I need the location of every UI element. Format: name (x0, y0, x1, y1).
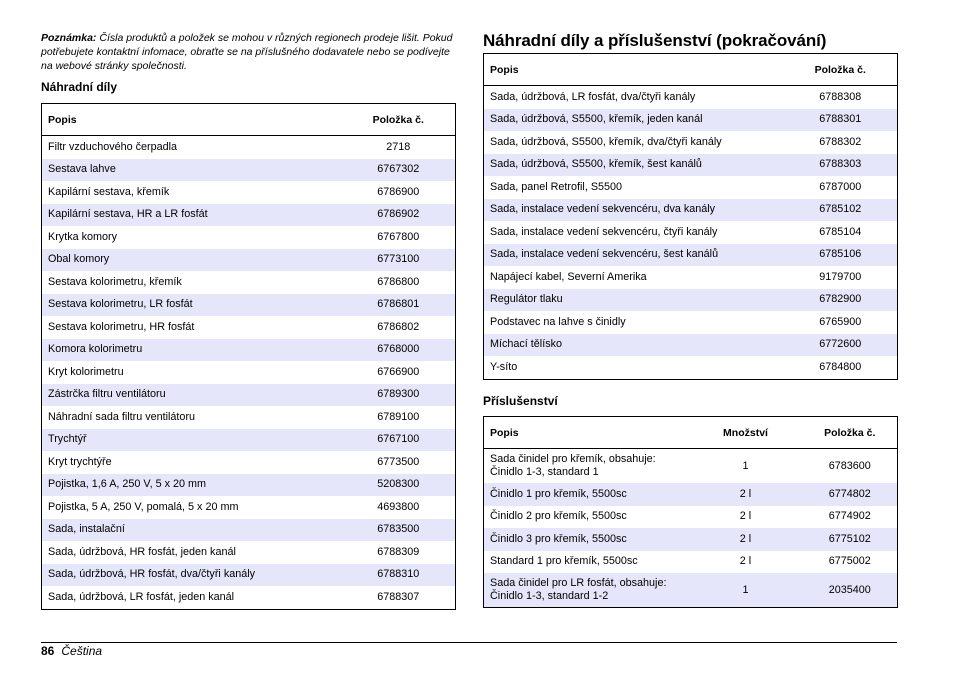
cell-item-number: 6767800 (377, 230, 420, 243)
table-row (42, 541, 456, 564)
cell-description: Činidlo 1 pro křemík, 5500sc (484, 483, 689, 506)
cell-description: Sestava lahve (42, 159, 342, 182)
spare-parts-heading: Náhradní díly (41, 80, 118, 94)
table-row (42, 519, 456, 542)
table-row (484, 289, 898, 312)
cell-description: Sada, údržbová, S5500, křemík, šest kanálů (484, 154, 784, 177)
cell-description: Sada, instalační (42, 519, 342, 542)
table-row (484, 573, 898, 608)
table-row (42, 361, 456, 384)
cell-description: Sada, instalace vedení sekvencéru, šest kanálů (484, 244, 784, 267)
table-row (484, 449, 898, 484)
table-row (42, 159, 456, 182)
note-text: Čísla produktů a položek se mohou v různých regionech prodeje lišit. Pokud potřebujete kontaktní infomace, obraťte se na příslušného dodavatele nebo se podívejte na webové stránky společnosti. (41, 32, 453, 72)
cell-item-number: 6766900 (377, 365, 420, 378)
table-row (484, 176, 898, 199)
table-row (484, 86, 898, 109)
cell-description: Standard 1 pro křemík, 5500sc (490, 555, 638, 568)
table-row (42, 429, 456, 452)
page-title: Náhradní díly a příslušenství (pokračování) (483, 31, 827, 50)
cell-description: Sestava kolorimetru, křemík (48, 275, 182, 288)
header-quantity: Množství (689, 417, 803, 449)
cell-item-number: 4693800 (377, 500, 420, 513)
cell-item-number: 6786801 (342, 294, 456, 317)
table-row (484, 334, 898, 357)
cell-item-number: 6773100 (342, 249, 456, 272)
cell-description: Sada, údržbová, LR fosfát, jeden kanál (48, 590, 235, 603)
table-row (484, 528, 898, 551)
cell-item-number: 2035400 (803, 573, 898, 608)
cell-item-number: 6767100 (342, 429, 456, 452)
cell-quantity: 2 l (689, 528, 803, 551)
cell-item-number: 6765900 (819, 315, 862, 328)
cell-item-number: 6787000 (819, 180, 862, 193)
continued-parts-table (483, 53, 898, 380)
table-row (484, 266, 898, 289)
cell-description: Činidlo 2 pro křemík, 5500sc (490, 510, 627, 523)
spare-parts-rows (42, 136, 456, 610)
cell-description: Sada, instalace vedení sekvencéru, čtyři kanály (490, 225, 718, 238)
table-row (484, 356, 898, 379)
cell-item-number: 6786900 (377, 185, 420, 198)
table-row (42, 339, 456, 362)
cell-item-number: 6788302 (819, 135, 862, 148)
cell-description: Kapilární sestava, křemík (48, 185, 170, 198)
cell-item-number: 5208300 (342, 474, 456, 497)
cell-item-number: 6788309 (377, 545, 420, 558)
cell-item-number: 6783500 (342, 519, 456, 542)
cell-description: Náhradní sada filtru ventilátoru (48, 410, 196, 423)
accessories-rows (484, 449, 898, 608)
table-row (484, 221, 898, 244)
cell-description: Kryt kolorimetru (48, 365, 124, 378)
cell-description: Pojistka, 5 A, 250 V, pomalá, 5 x 20 mm (48, 500, 239, 513)
cell-description: Regulátor tlaku (484, 289, 784, 312)
cell-item-number: 6789100 (377, 410, 420, 423)
cell-description: Zástrčka filtru ventilátoru (42, 384, 342, 407)
cell-item-number: 6774902 (828, 510, 871, 523)
table-row (42, 384, 456, 407)
table-row (42, 406, 456, 429)
cell-description: Sada, instalace vedení sekvencéru, dva kanály (484, 199, 784, 222)
table-row (42, 451, 456, 474)
cell-item-number: 6772600 (784, 334, 898, 357)
cell-item-number: 6785106 (784, 244, 898, 267)
table-row (484, 244, 898, 267)
table-row (42, 249, 456, 272)
table-row (484, 506, 898, 529)
footer-divider (41, 642, 897, 643)
cell-description: Filtr vzduchového čerpadla (48, 140, 178, 153)
header-description: Popis (484, 417, 689, 449)
table-row (484, 551, 898, 574)
table-row (42, 586, 456, 609)
table-row (484, 199, 898, 222)
table-header-row (484, 54, 898, 86)
table-header-row (42, 104, 456, 136)
cell-item-number: 6788301 (784, 109, 898, 132)
cell-quantity: 1 (742, 459, 749, 472)
table-row (42, 294, 456, 317)
note (41, 31, 461, 73)
table-row (42, 564, 456, 587)
cell-description: Pojistka, 1,6 A, 250 V, 5 x 20 mm (42, 474, 342, 497)
cell-description: Y-síto (490, 360, 518, 373)
cell-item-number: 6783600 (828, 459, 871, 472)
cell-item-number: 9179700 (819, 270, 862, 283)
cell-item-number: 6774802 (803, 483, 898, 506)
header-item-number: Položka č. (784, 54, 898, 86)
page-number: 86 (41, 644, 55, 658)
table-row (42, 474, 456, 497)
footer (41, 644, 102, 658)
cell-description: Činidlo 3 pro křemík, 5500sc (484, 528, 689, 551)
cell-quantity: 2 l (739, 510, 752, 523)
cell-item-number: 6775102 (803, 528, 898, 551)
cell-item-number: 2718 (386, 140, 411, 153)
cell-item-number: 6782900 (784, 289, 898, 312)
header-description: Popis (484, 54, 784, 86)
table-row (484, 109, 898, 132)
cell-description: Krytka komory (48, 230, 117, 243)
table-row (484, 483, 898, 506)
cell-item-number: 6786800 (377, 275, 420, 288)
table-row (42, 136, 456, 159)
cell-quantity: 2 l (689, 483, 803, 506)
cell-description: Sada, údržbová, LR fosfát, dva/čtyři kanály (490, 90, 696, 103)
cell-description: Sada činidel pro LR fosfát, obsahuje: Činidlo 1-3, standard 1-2 (484, 573, 689, 608)
cell-description: Sestava kolorimetru, LR fosfát (42, 294, 342, 317)
footer-language: Čeština (61, 644, 103, 658)
continued-parts-rows (484, 86, 898, 380)
cell-item-number: 6788310 (342, 564, 456, 587)
table-row (484, 311, 898, 334)
table-header-row (484, 417, 898, 449)
header-description: Popis (42, 104, 342, 136)
accessories-heading: Příslušenství (483, 394, 558, 408)
cell-item-number: 6785104 (819, 225, 862, 238)
cell-item-number: 6767302 (342, 159, 456, 182)
header-item-number: Položka č. (803, 417, 898, 449)
cell-item-number: 6785102 (784, 199, 898, 222)
table-row (42, 271, 456, 294)
cell-description: Sada činidel pro křemík, obsahuje: Činidlo 1-3, standard 1 (490, 453, 656, 478)
cell-description: Obal komory (42, 249, 342, 272)
cell-description: Trychtýř (42, 429, 342, 452)
cell-description: Sada, údržbová, S5500, křemík, dva/čtyři kanály (490, 135, 722, 148)
accessories-table (483, 416, 898, 608)
cell-quantity: 1 (689, 573, 803, 608)
cell-description: Kapilární sestava, HR a LR fosfát (42, 204, 342, 227)
cell-item-number: 6786902 (342, 204, 456, 227)
spare-parts-table (41, 103, 456, 610)
cell-description: Komora kolorimetru (42, 339, 342, 362)
cell-item-number: 6768000 (342, 339, 456, 362)
cell-description: Sada, údržbová, HR fosfát, dva/čtyři kanály (42, 564, 342, 587)
cell-item-number: 6788303 (784, 154, 898, 177)
table-row (484, 131, 898, 154)
cell-description: Míchací tělísko (484, 334, 784, 357)
cell-description: Podstavec na lahve s činidly (490, 315, 626, 328)
cell-description: Sada, údržbová, S5500, křemík, jeden kanál (484, 109, 784, 132)
note-label: Poznámka: (41, 32, 97, 44)
table-row (42, 316, 456, 339)
table-row (42, 181, 456, 204)
table-row (42, 496, 456, 519)
cell-item-number: 6788307 (377, 590, 420, 603)
table-row (484, 154, 898, 177)
cell-item-number: 6789300 (342, 384, 456, 407)
cell-item-number: 6784800 (819, 360, 862, 373)
cell-item-number: 6786802 (377, 320, 420, 333)
cell-item-number: 6775002 (828, 555, 871, 568)
cell-description: Kryt trychtýře (48, 455, 112, 468)
cell-description: Napájecí kabel, Severní Amerika (490, 270, 647, 283)
cell-item-number: 6773500 (377, 455, 420, 468)
cell-description: Sestava kolorimetru, HR fosfát (48, 320, 195, 333)
cell-quantity: 2 l (739, 555, 752, 568)
header-item-number: Položka č. (342, 104, 456, 136)
cell-description: Sada, panel Retrofil, S5500 (490, 180, 623, 193)
table-row (42, 226, 456, 249)
table-row (42, 204, 456, 227)
cell-item-number: 6788308 (819, 90, 862, 103)
cell-description: Sada, údržbová, HR fosfát, jeden kanál (48, 545, 236, 558)
